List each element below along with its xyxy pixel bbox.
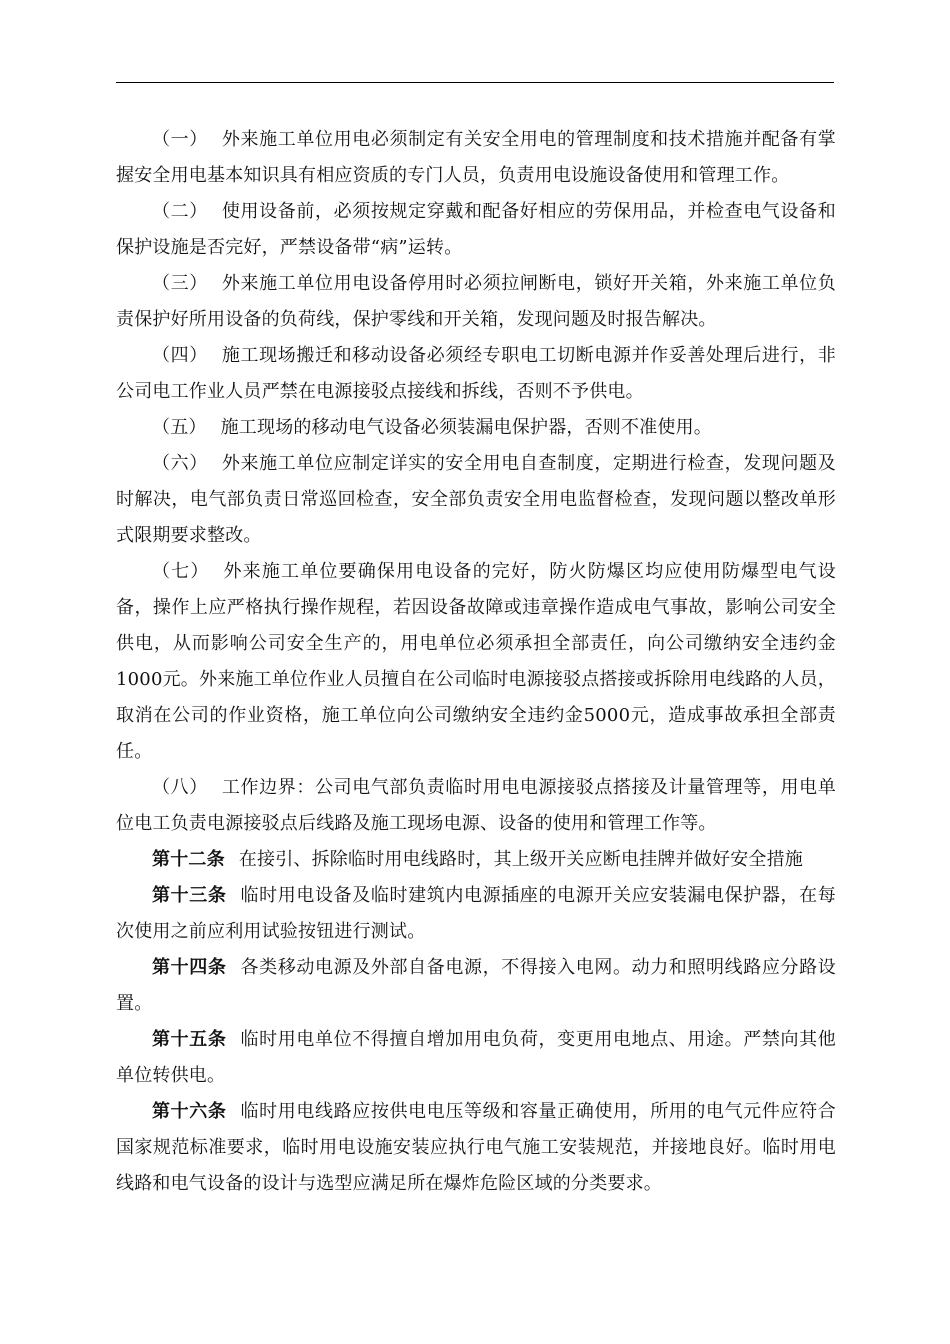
article-12 (116, 842, 836, 878)
item-text: 外来施工单位应制定详实的安全用电自查制度，定期进行检查，发现问题及时解决，电气部负责日常巡回检查，安全部负责安全用电监督检查，发现问题以整改单形式限期要求整改。 (116, 453, 836, 546)
item-8 (116, 770, 836, 842)
article-14 (116, 950, 836, 1022)
item-2 (116, 194, 836, 266)
item-1 (116, 122, 836, 194)
item-text: 外来施工单位用电必须制定有关安全用电的管理制度和技术措施并配备有掌握安全用电基本知识具有相应资质的专门人员，负责用电设施设备使用和管理工作。 (116, 129, 836, 186)
article-text: 各类移动电源及外部自备电源，不得接入电网。动力和照明线路应分路设置。 (116, 957, 836, 1014)
article-text: 临时用电单位不得擅自增加用电负荷，变更用电地点、用途。严禁向其他单位转供电。 (116, 1029, 836, 1086)
item-text: 使用设备前，必须按规定穿戴和配备好相应的劳保用品，并检查电气设备和保护设施是否完好，严禁设备带“病”运转。 (116, 201, 836, 258)
item-number: （八） (152, 777, 208, 798)
item-text: 施工现场搬迁和移动设备必须经专职电工切断电源并作妥善处理后进行，非公司电工作业人员严禁在电源接驳点接线和拆线，否则不予供电。 (116, 345, 836, 402)
article-number: 第十六条 (152, 1101, 227, 1122)
article-13 (116, 878, 836, 950)
item-7 (116, 554, 836, 770)
article-15 (116, 1022, 836, 1094)
item-number: （五） (152, 417, 207, 438)
article-number: 第十五条 (152, 1029, 227, 1050)
article-number: 第十三条 (152, 885, 227, 906)
item-text: 外来施工单位要确保用电设备的完好，防火防爆区均应使用防爆型电气设备，操作上应严格执行操作规程，若因设备故障或违章操作造成电气事故，影响公司安全供电，从而影响公司安全生产的，用电单位必须承担全部责任，向公司缴纳安全违约金1000元。外来施工单位作业人员擅自在公司临时电源接驳点搭接或拆除用电线路的人员，取消在公司的作业资格，施工单位向公司缴纳安全违约金5000元，造成事故承担全部责任。 (116, 561, 837, 762)
item-4 (116, 338, 836, 410)
article-text: 临时用电线路应按供电电压等级和容量正确使用，所用的电气元件应符合国家规范标准要求，临时用电设施安装应执行电气施工安装规范，并接地良好。临时用电线路和电气设备的设计与选型应满足所在爆炸危险区域的分类要求。 (116, 1101, 836, 1194)
item-number: （六） (152, 453, 208, 474)
item-5 (116, 410, 836, 446)
item-6 (116, 446, 836, 554)
item-number: （二） (152, 201, 208, 222)
header-rule (116, 82, 834, 83)
document-body (116, 122, 836, 1202)
article-number: 第十四条 (152, 957, 227, 978)
item-text: 外来施工单位用电设备停用时必须拉闸断电，锁好开关箱，外来施工单位负责保护好所用设备的负荷线，保护零线和开关箱，发现问题及时报告解决。 (116, 273, 836, 330)
item-text: 施工现场的移动电气设备必须装漏电保护器，否则不准使用。 (220, 417, 713, 438)
item-number: （七） (152, 561, 210, 582)
article-text: 临时用电设备及临时建筑内电源插座的电源开关应安装漏电保护器，在每次使用之前应利用试验按钮进行测试。 (116, 885, 836, 942)
item-number: （四） (152, 345, 208, 366)
article-text: 在接引、拆除临时用电线路时，其上级开关应断电挂牌并做好安全措施 (238, 849, 804, 870)
item-text: 工作边界：公司电气部负责临时用电电源接驳点搭接及计量管理等，用电单位电工负责电源接驳点后线路及施工现场电源、设备的使用和管理工作等。 (116, 777, 836, 834)
item-3 (116, 266, 836, 338)
article-number: 第十二条 (152, 849, 225, 870)
item-number: （一） (152, 129, 208, 150)
item-number: （三） (152, 273, 208, 294)
article-16 (116, 1094, 836, 1202)
